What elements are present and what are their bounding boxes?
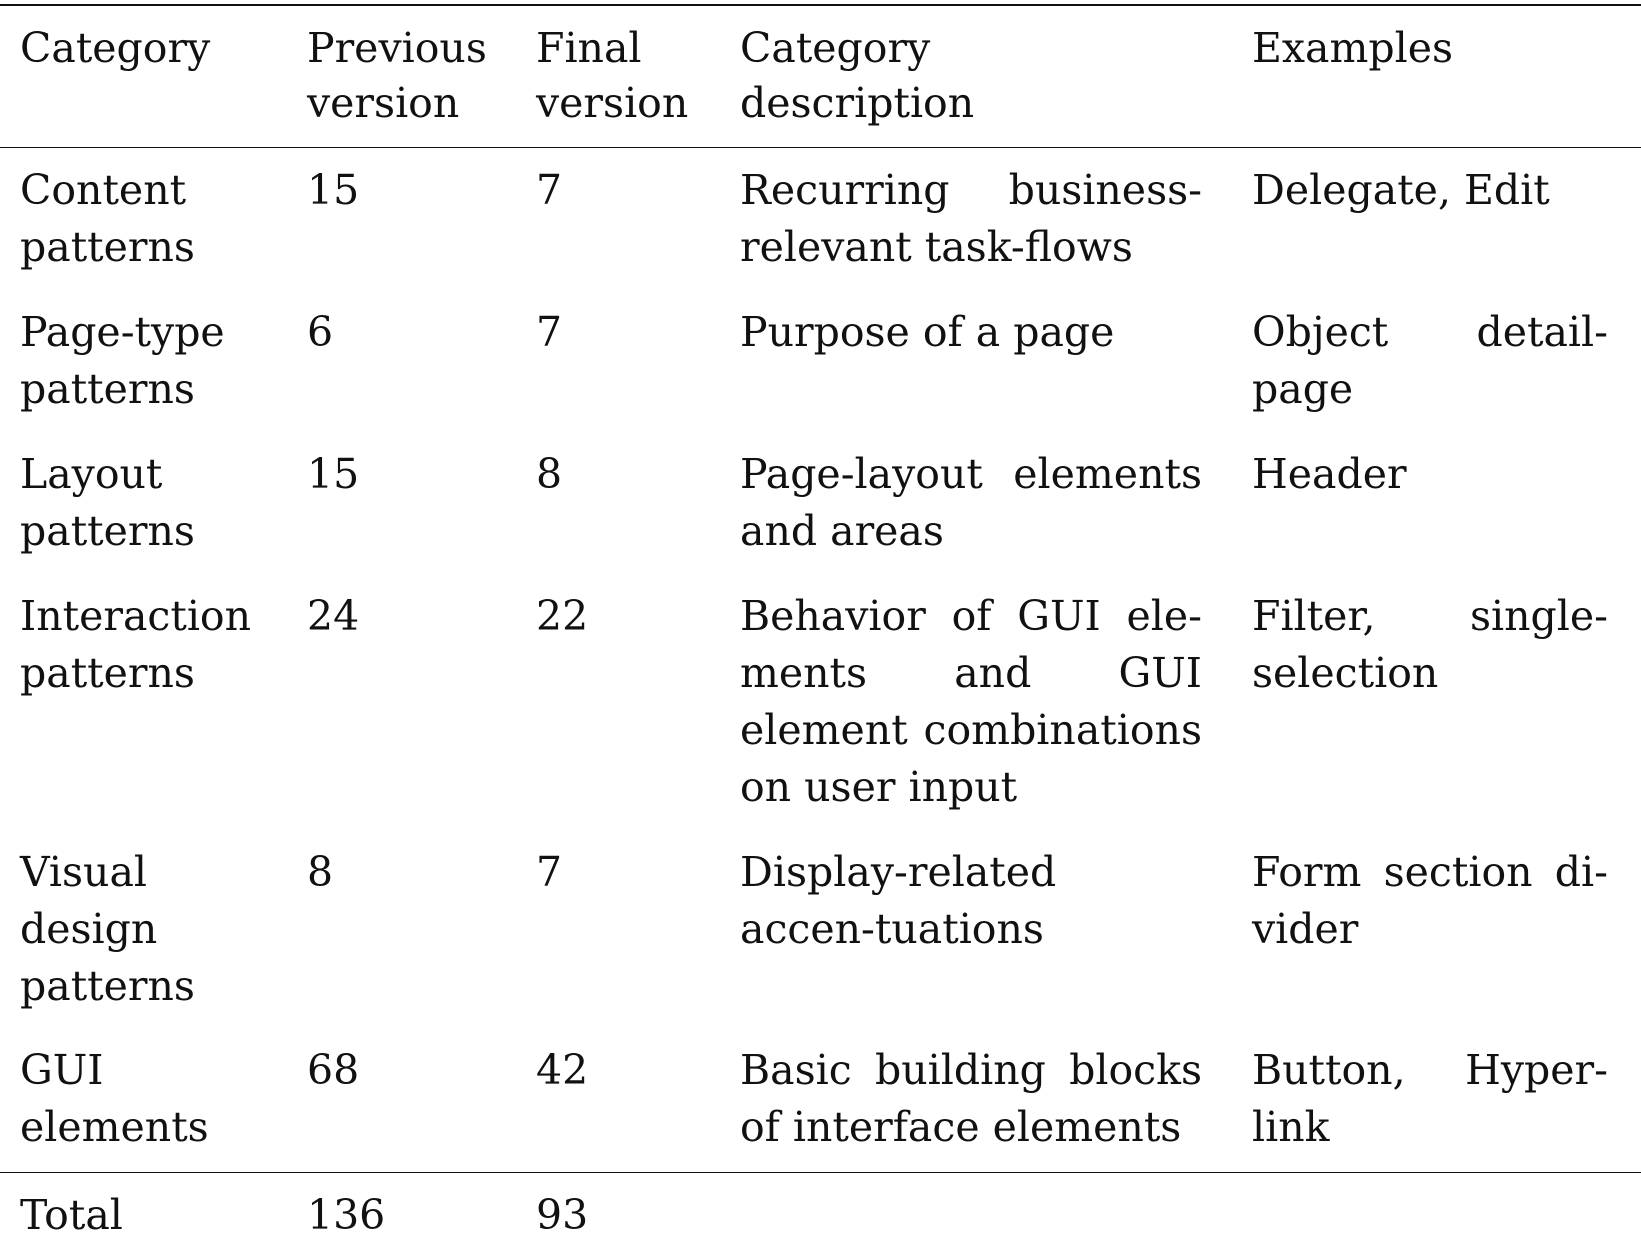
row-description: Page-layout elements and areas [740, 450, 1202, 555]
row-examples: Header [1252, 450, 1407, 498]
row-category: Content patterns [20, 166, 195, 271]
top-rule [0, 4, 1641, 6]
total-rule [0, 1172, 1641, 1173]
row-examples: Filter, single-selection [1252, 592, 1608, 697]
row-previous: 15 [307, 166, 360, 214]
total-label: Total [20, 1191, 123, 1239]
total-final: 93 [536, 1191, 589, 1239]
row-examples: Object detail-page [1252, 308, 1608, 413]
row-final: 7 [536, 848, 563, 896]
row-description: Recurring business-relevant task-flows [740, 166, 1202, 271]
header-description-line1: Category [740, 24, 931, 72]
row-category: Page-type patterns [20, 308, 225, 413]
header-previous-version-line1: Previous [307, 24, 487, 72]
row-final: 42 [536, 1046, 589, 1094]
header-rule [0, 147, 1641, 148]
row-description: Behavior of GUI ele-ments and GUI element combinations on user input [740, 592, 1202, 811]
row-final: 7 [536, 308, 563, 356]
row-description: Basic building blocks of interface elements [740, 1046, 1202, 1151]
header-previous-version-line2: version [307, 79, 460, 127]
row-examples: Button, Hyper-link [1252, 1046, 1608, 1151]
row-category: GUI elements [20, 1046, 209, 1151]
row-description: Purpose of a page [740, 308, 1115, 356]
row-category: Layout patterns [20, 450, 195, 555]
row-category: Visual design patterns [20, 848, 195, 1010]
row-previous: 15 [307, 450, 360, 498]
row-examples: Form section di-vider [1252, 848, 1608, 953]
row-previous: 24 [307, 592, 360, 640]
row-examples: Delegate, Edit [1252, 166, 1550, 214]
row-final: 7 [536, 166, 563, 214]
row-final: 8 [536, 450, 563, 498]
row-description: Display-related accen-tuations [740, 848, 1057, 953]
total-previous: 136 [307, 1191, 386, 1239]
row-previous: 6 [307, 308, 334, 356]
row-category: Interaction patterns [20, 592, 252, 697]
row-previous: 68 [307, 1046, 360, 1094]
header-examples: Examples [1252, 24, 1454, 72]
row-final: 22 [536, 592, 589, 640]
header-description-line2: description [740, 79, 975, 127]
header-final-version-line2: version [536, 79, 689, 127]
header-category: Category [20, 24, 211, 72]
row-previous: 8 [307, 848, 334, 896]
header-final-version-line1: Final [536, 24, 642, 72]
